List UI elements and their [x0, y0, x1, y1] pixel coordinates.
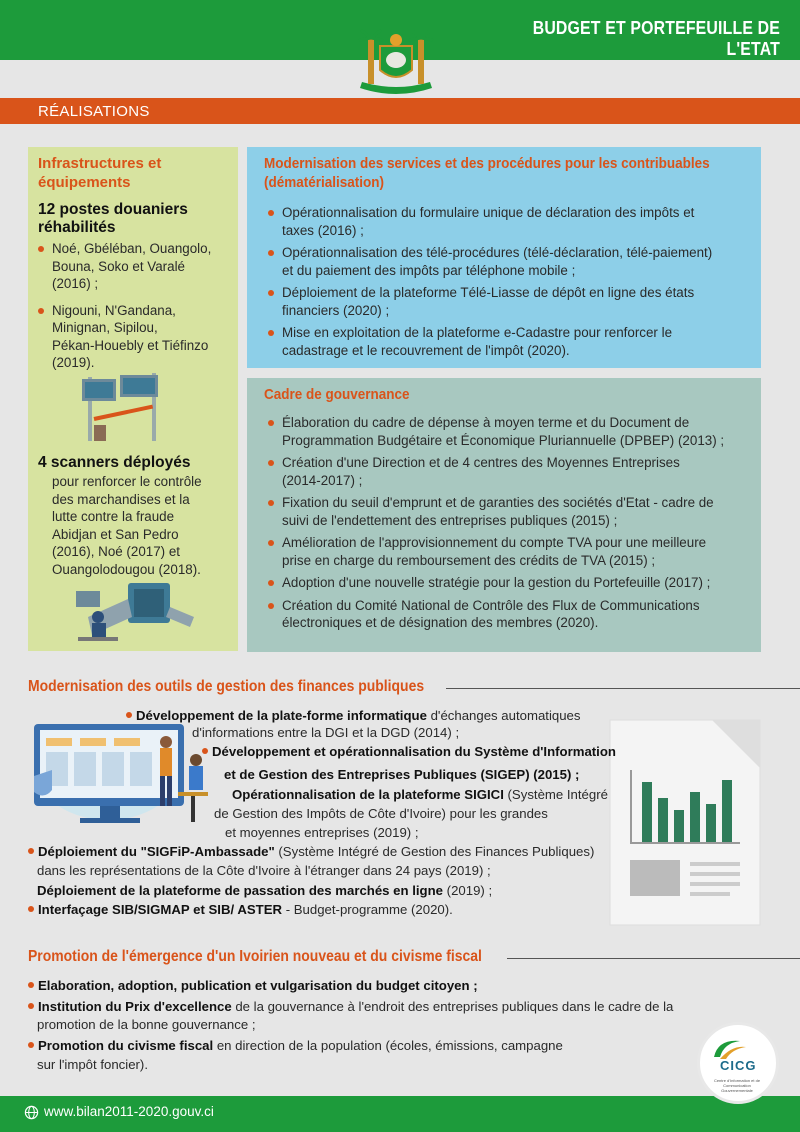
postes-heading: 12 postes douaniers réhabilités: [38, 201, 188, 236]
outils-line: d'informations entre la DGI et la DGD (2014) ;: [192, 725, 460, 740]
list-item: Adoption d'une nouvelle stratégie pour la gestion du Portefeuille (2017) ;: [268, 574, 753, 592]
border-post-icon: [80, 367, 190, 447]
list-item: Création d'une Direction et de 4 centres des Moyennes Entreprises (2014-2017) ;: [268, 454, 753, 489]
list-item: Amélioration de l'approvisionnement du compte TVA pour une meilleure prise en charge du remboursement des crédits de TVA (2015) ;: [268, 534, 753, 569]
outils-line: Interfaçage SIB/SIGMAP et SIB/ ASTER - Budget-programme (2020).: [28, 901, 453, 918]
list-item: Mise en exploitation de la plateforme e-Cadastre pour renforcer le cadastrage et le recouvrement de l'impôt (2020).: [268, 324, 748, 359]
coat-of-arms-icon: [352, 18, 440, 96]
outils-title: Modernisation des outils de gestion des finances publiques: [28, 678, 425, 695]
outils-line: Déploiement de la plateforme de passation des marchés en ligne (2019) ;: [37, 883, 493, 898]
outils-line: Opérationnalisation de la plateforme SIGICI (Système Intégré: [232, 787, 608, 802]
governance-panel: [247, 378, 761, 652]
gouv-title: Cadre de gouvernance: [264, 386, 410, 403]
scanners-text: pour renforcer le contrôle des marchandises et la lutte contre la fraude Abidjan et San Pedro (2016), Noé (2017) et Ouangolodougou (2018).: [52, 474, 202, 577]
outils-line: Développement et opérationnalisation du Système d'Information: [202, 743, 616, 760]
scanners-heading: 4 scanners déployés: [38, 454, 191, 471]
report-document-icon: [600, 710, 772, 930]
divider: [507, 958, 800, 959]
civisme-title: Promotion de l'émergence d'un Ivoirien nouveau et du civisme fiscal: [28, 948, 482, 965]
website-link[interactable]: www.bilan2011-2020.gouv.ci: [44, 1104, 214, 1119]
list-item: Élaboration du cadre de dépense à moyen terme et du Document de Programmation Budgétaire et Économique Pluriannuelle (DPBEP) (2013) ;: [268, 414, 753, 449]
civisme-line: Promotion du civisme fiscal en direction de la population (écoles, émissions, campagne: [28, 1037, 563, 1054]
infra-title: Infrastructures et équipements: [38, 155, 162, 191]
infrastructure-panel: [28, 147, 238, 651]
postes-list: [38, 240, 238, 372]
cicg-logo-subtitle: Centre d'Information et de Communication Gouvernementale: [713, 1078, 761, 1093]
outils-line: et de Gestion des Entreprises Publiques (SIGEP) (2015) ;: [224, 767, 580, 782]
list-item: Déploiement de la plateforme Télé-Liasse de dépôt en ligne des états financiers (2020) ;: [268, 284, 748, 319]
outils-line: dans les représentations de la Côte d'Ivoire à l'étranger dans 24 pays (2019) ;: [37, 863, 491, 878]
page-title: BUDGET ET PORTEFEUILLE DE L'ETAT: [532, 18, 780, 59]
cicg-logo-text: CICG: [720, 1058, 757, 1073]
section-label: RÉALISATIONS: [38, 103, 150, 120]
modern-list: [268, 204, 748, 359]
modern-title: Modernisation des services et des procédures pour les contribuables (dématérialisation): [264, 155, 710, 191]
outils-line: Déploiement du "SIGFiP-Ambassade" (Système Intégré de Gestion des Finances Publiques): [28, 843, 594, 860]
list-item: Nigouni, N'Gandana, Minignan, Sipilou, Pékan-Houebly et Tiéfinzo (2019).: [38, 302, 238, 372]
globe-icon: [24, 1105, 39, 1120]
list-item: Opérationnalisation des télé-procédures (télé-déclaration, télé-paiement) et du paiement des impôts par téléphone mobile ;: [268, 244, 748, 279]
list-item: Fixation du seuil d'emprunt et de garanties des sociétés d'Etat - cadre de suivi de l'endettement des entreprises publiques (2015) ;: [268, 494, 753, 529]
list-item: Noé, Gbéléban, Ouangolo, Bouna, Soko et Varalé (2016) ;: [38, 240, 238, 293]
outils-line: et moyennes entreprises (2019) ;: [225, 825, 419, 840]
modernisation-panel: [247, 147, 761, 368]
civisme-line: Institution du Prix d'excellence de la gouvernance à l'endroit des entreprises publiques dans le cadre de la: [28, 998, 673, 1015]
civisme-line: sur l'impôt foncier).: [37, 1057, 148, 1072]
scanner-icon: [68, 577, 198, 652]
list-item: Création du Comité National de Contrôle des Flux de Communications électroniques et de désignation des membres (2020).: [268, 597, 753, 632]
outils-line: Développement de la plate-forme informatique d'échanges automatiques: [126, 707, 580, 724]
computer-illustration-icon: [28, 712, 218, 832]
list-item: Opérationnalisation du formulaire unique de déclaration des impôts et taxes (2016) ;: [268, 204, 748, 239]
gouv-list: [268, 414, 753, 632]
civisme-line: promotion de la bonne gouvernance ;: [37, 1017, 256, 1032]
divider: [446, 688, 800, 689]
outils-line: de Gestion des Impôts de Côte d'Ivoire) pour les grandes: [214, 806, 548, 821]
civisme-line: Elaboration, adoption, publication et vulgarisation du budget citoyen ;: [28, 977, 478, 994]
